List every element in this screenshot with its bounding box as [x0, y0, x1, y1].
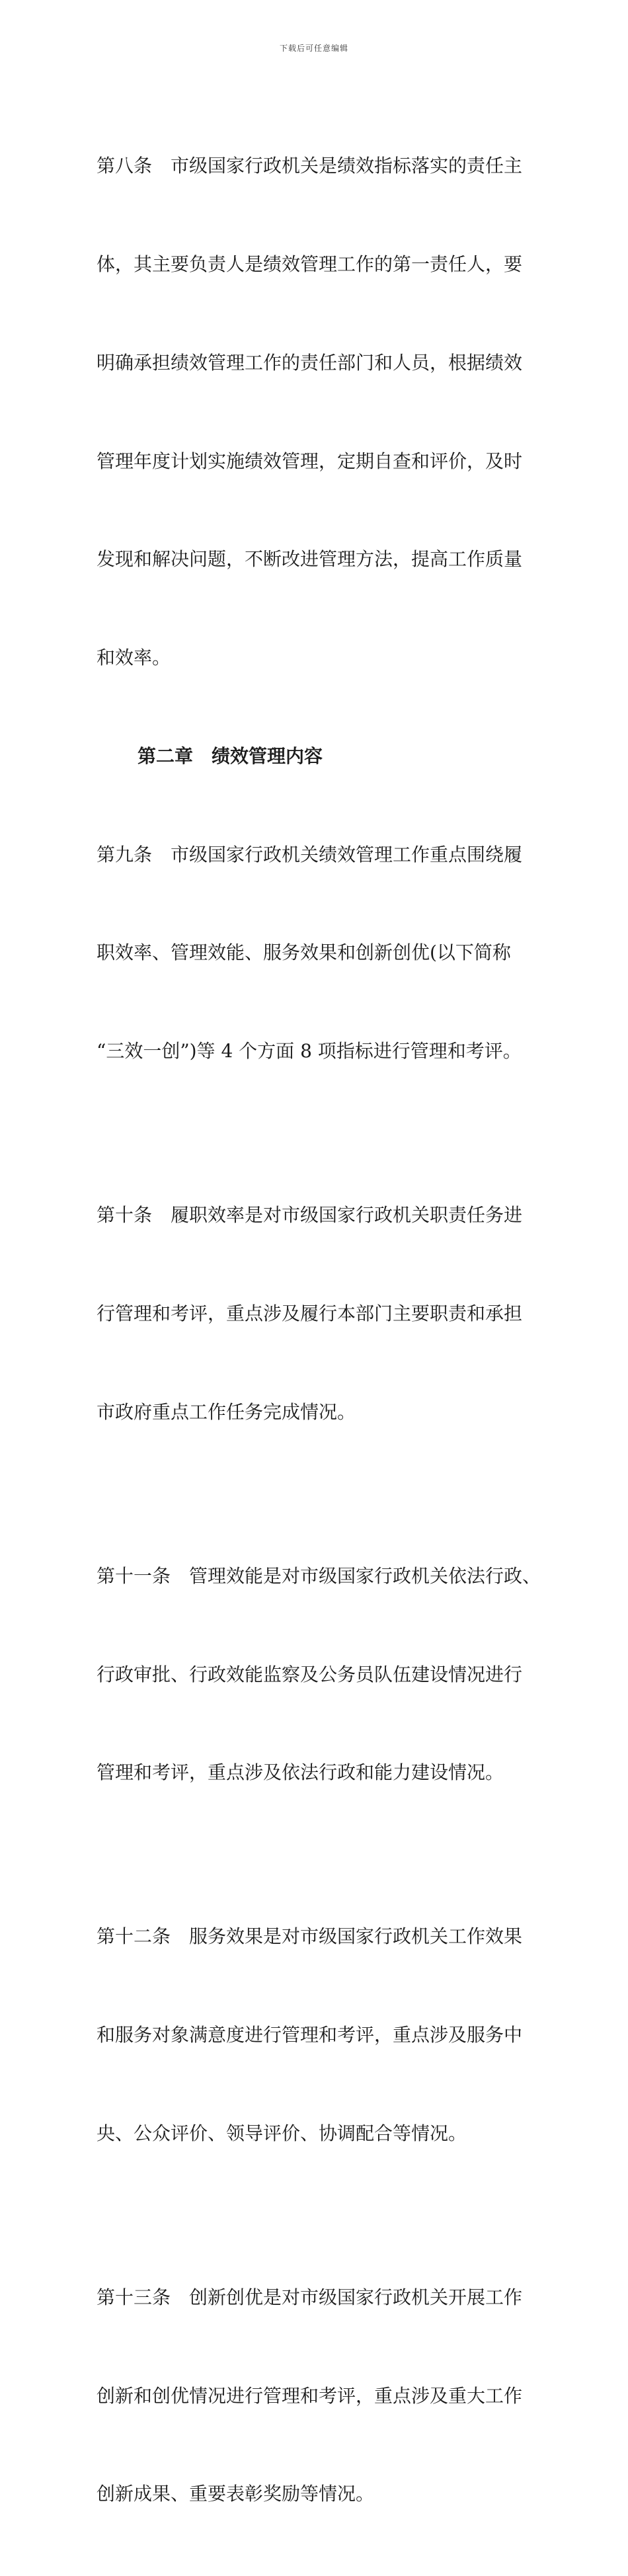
text-line: 第九条 市级国家行政机关绩效管理工作重点围绕履	[97, 843, 523, 865]
text-line: 明确承担绩效管理工作的责任部门和人员，根据绩效	[97, 351, 523, 374]
text-line: 创新和创优情况进行管理和考评，重点涉及重大工作	[97, 2384, 523, 2407]
header-note: 下载后可任意编辑	[279, 44, 348, 53]
text-line: 管理年度计划实施绩效管理，定期自查和评价，及时	[97, 450, 523, 472]
document-body	[97, 84, 553, 2576]
article-9-paragraph	[97, 772, 553, 1133]
text-line: 第八条 市级国家行政机关是绩效指标落实的责任主	[97, 155, 523, 177]
text-line: 创新成果、重要表彰奖励等情况。	[97, 2483, 375, 2505]
text-line: 央、公众评价、领导评价、协调配合等情况。	[97, 2122, 467, 2144]
text-line: “三效一创”)等 4 个方面 8 项指标进行管理和考评。	[97, 1040, 522, 1063]
text-line: 行管理和考评，重点涉及履行本部门主要职责和承担	[97, 1302, 523, 1324]
text-line: 第十一条 管理效能是对市级国家行政机关依法行政、	[97, 1564, 541, 1587]
text-line: 发现和解决问题，不断改进管理方法，提高工作质量	[97, 548, 523, 571]
article-13-paragraph	[97, 2216, 553, 2576]
article-11-paragraph	[97, 1494, 553, 1855]
text-line: 市政府重点工作任务完成情况。	[97, 1400, 356, 1423]
text-line: 和服务对象满意度进行管理和考评，重点涉及服务中	[97, 2024, 523, 2046]
chapter-heading: 第二章 绩效管理内容	[137, 745, 323, 767]
article-12-paragraph	[97, 1855, 553, 2216]
text-line: 第十二条 服务效果是对市级国家行政机关工作效果	[97, 1925, 523, 1948]
article-10-paragraph	[97, 1133, 553, 1494]
text-line: 职效率、管理效能、服务效果和创新创优(以下简称	[97, 942, 511, 964]
text-line: 行政审批、行政效能监察及公务员队伍建设情况进行	[97, 1663, 523, 1685]
text-line: 体，其主要负责人是绩效管理工作的第一责任人，要	[97, 253, 523, 275]
text-line: 和效率。	[97, 647, 171, 669]
text-line: 第十条 履职效率是对市级国家行政机关职责任务进	[97, 1204, 523, 1227]
article-8-paragraph	[97, 84, 553, 740]
text-line: 第十三条 创新创优是对市级国家行政机关开展工作	[97, 2286, 523, 2308]
text-line: 管理和考评，重点涉及依法行政和能力建设情况。	[97, 1761, 504, 1784]
